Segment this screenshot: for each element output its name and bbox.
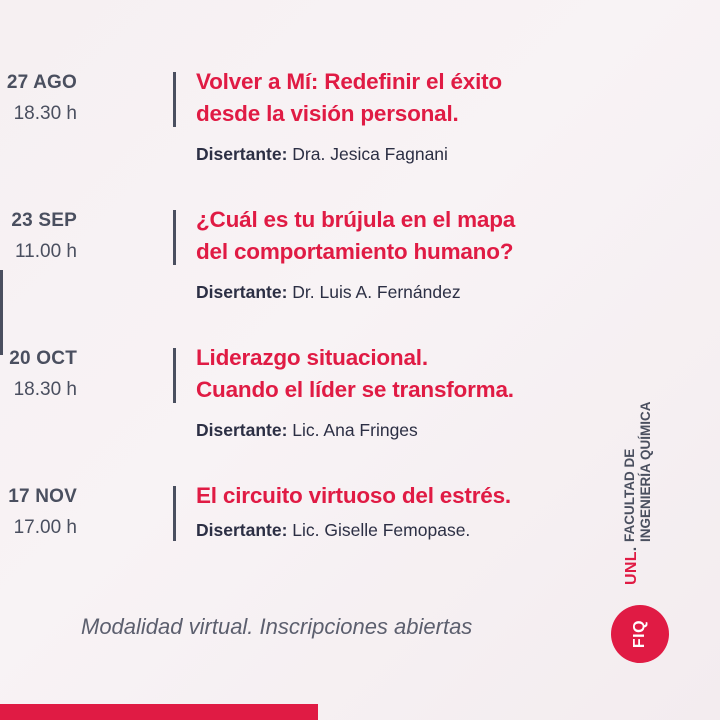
event-time: 18.30 h [13, 379, 77, 400]
speaker-name: Dra. Jesica Fagnani [292, 144, 448, 164]
event-date-block [0, 482, 77, 544]
speaker-name: Lic. Giselle Femopase. [292, 520, 471, 540]
faculty-name-line2: INGENIERÍA QUÍMICA [638, 401, 653, 542]
event-title-line: del comportamiento humano? [196, 239, 514, 264]
faculty-logo [620, 401, 660, 585]
event-item [0, 204, 640, 314]
event-speaker [196, 420, 418, 441]
footer-modality-text: Modalidad virtual. Inscripciones abiertas [81, 614, 473, 639]
event-title-line: Cuando el líder se transforma. [196, 377, 514, 402]
event-item [0, 480, 640, 550]
event-date: 20 OCT [9, 348, 77, 369]
speaker-label: Disertante: [196, 282, 288, 302]
speaker-name: Dr. Luis A. Fernández [292, 282, 461, 302]
speaker-label: Disertante: [196, 144, 288, 164]
event-date: 17 NOV [8, 486, 77, 507]
event-title-line: Liderazgo situacional. [196, 345, 428, 370]
event-title-line: El circuito virtuoso del estrés. [196, 483, 511, 508]
speaker-label: Disertante: [196, 420, 288, 440]
event-item [0, 342, 640, 452]
event-title-line: ¿Cuál es tu brújula en el mapa [196, 207, 516, 232]
event-speaker [196, 144, 448, 165]
event-speaker [196, 282, 461, 303]
event-item [0, 66, 640, 176]
event-time: 11.00 h [15, 241, 77, 262]
event-divider [173, 72, 176, 127]
bottom-accent-bar [0, 704, 318, 720]
event-date: 27 AGO [6, 72, 77, 93]
event-divider [173, 348, 176, 403]
event-date-block [0, 206, 77, 268]
unl-logo-text: UNL. [623, 546, 640, 585]
event-divider [173, 486, 176, 541]
event-speaker [196, 520, 470, 541]
fiq-badge-text: FIQ [631, 619, 648, 649]
event-divider [173, 210, 176, 265]
event-time: 18.30 h [13, 103, 77, 124]
unl-text: UNL [623, 551, 640, 585]
speaker-label: Disertante: [196, 520, 288, 540]
event-date-block [0, 68, 77, 130]
event-time: 17.00 h [13, 517, 77, 538]
speaker-name: Lic. Ana Fringes [292, 420, 418, 440]
faculty-name-line1: FACULTAD DE [622, 448, 637, 542]
faculty-name [622, 401, 654, 542]
event-date-block [0, 344, 77, 406]
event-title-line: desde la visión personal. [196, 101, 459, 126]
event-title-line: Volver a Mí: Redefinir el éxito [196, 69, 502, 94]
event-date: 23 SEP [11, 210, 77, 231]
